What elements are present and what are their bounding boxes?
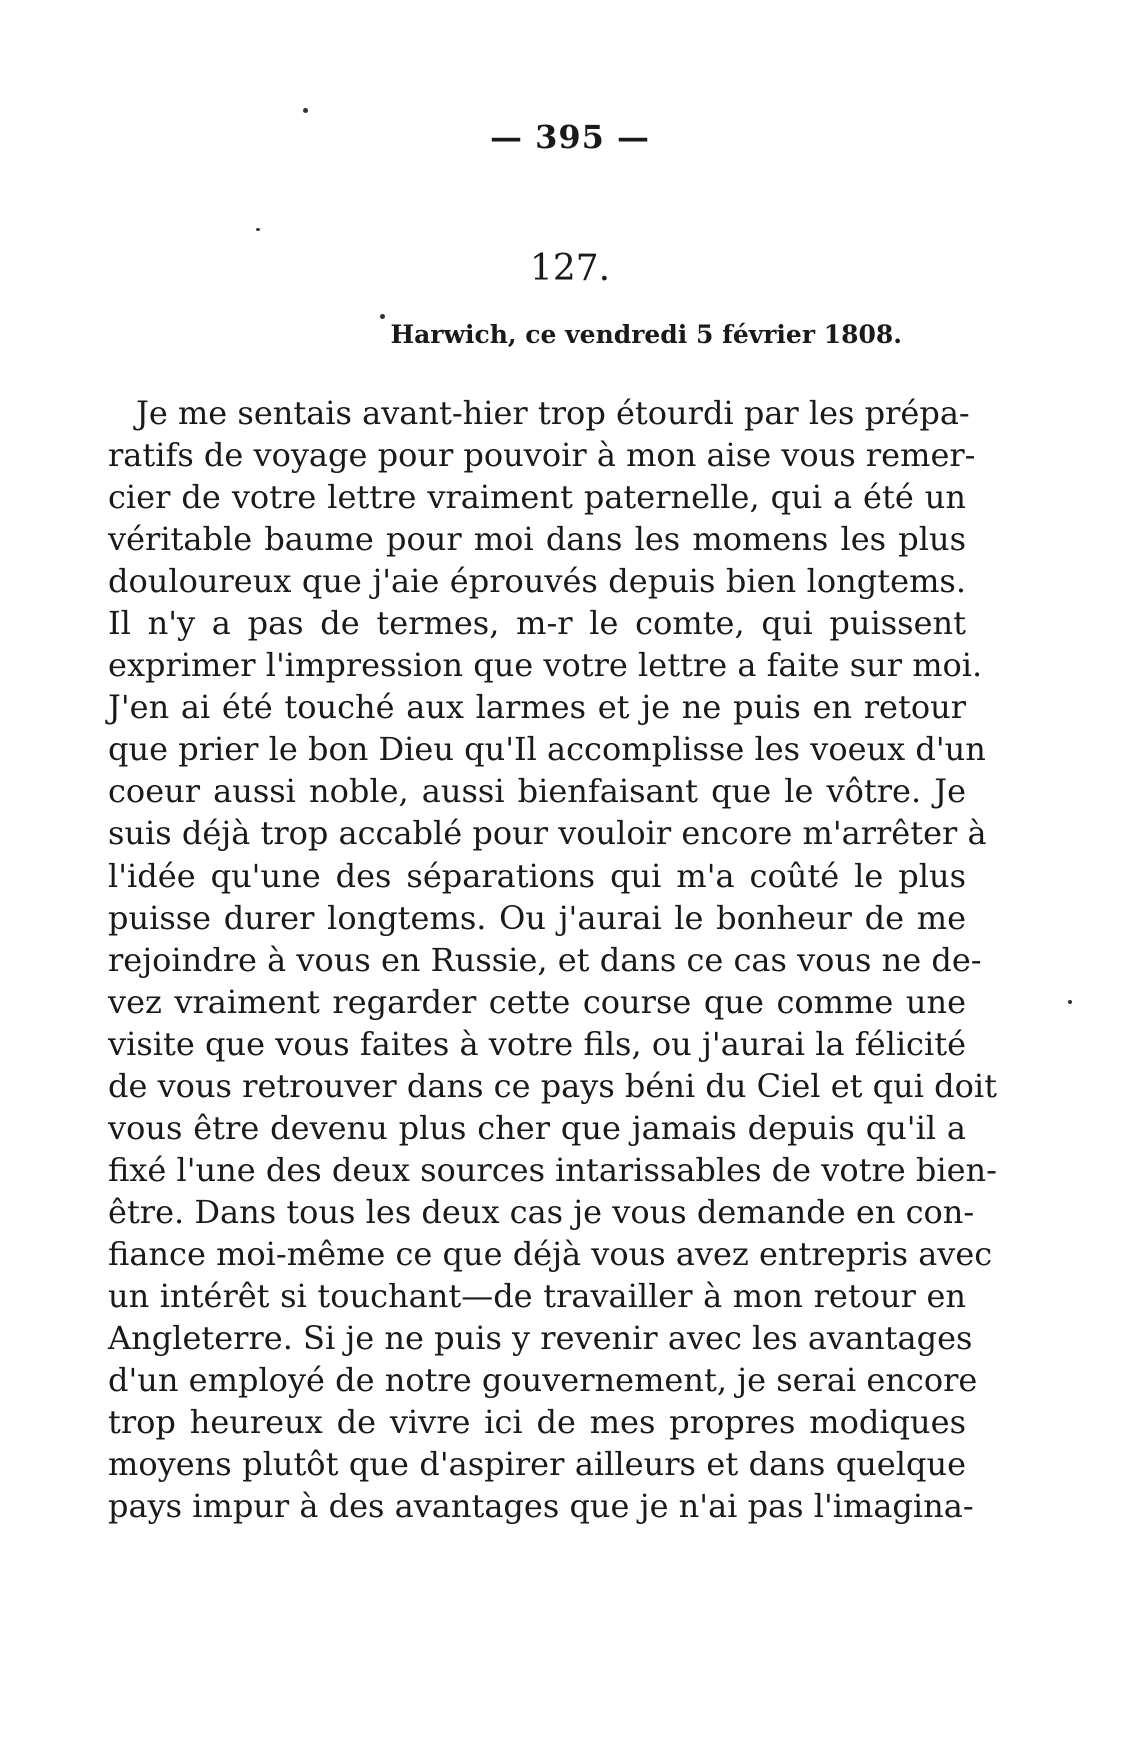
text-line: fiance moi-même ce que déjà vous avez entrepris avec (108, 1234, 993, 1273)
text-line: rejoindre à vous en Russie, et dans ce cas vous ne de- (108, 940, 982, 979)
scan-speck (303, 108, 308, 113)
letter-body (108, 392, 997, 1527)
page-number-header: — 395 — (489, 118, 651, 156)
text-line: que prier le bon Dieu qu'Il accomplisse les voeux d'un (108, 730, 986, 769)
text-line: pays impur à des avantages que je n'ai pas l'imagina- (108, 1487, 974, 1526)
text-line: trop heureux de vivre ici de mes propres modiques (108, 1403, 966, 1442)
text-line: vez vraiment regarder cette course que comme une (108, 982, 966, 1021)
text-line: visite que vous faites à votre fils, ou j'aurai la félicité (108, 1024, 966, 1063)
text-line: d'un employé de notre gouvernement, je serai encore (108, 1361, 978, 1400)
text-line: fixé l'une des deux sources intarissables de votre bien- (108, 1150, 997, 1189)
text-line: Je me sentais avant-hier trop étourdi par les prépa- (136, 394, 970, 432)
text-line: douloureux que j'aie éprouvés depuis bien longtems. (108, 562, 966, 601)
text-line: moyens plutôt que d'aspirer ailleurs et dans quelque (108, 1445, 966, 1484)
dateline: Harwich, ce vendredi 5 février 1808. (390, 320, 902, 349)
text-line: exprimer l'impression que votre lettre a faite sur moi. (108, 646, 983, 685)
text-line: J'en ai été touché aux larmes et je ne puis en retour (108, 688, 966, 727)
scan-speck (256, 228, 260, 231)
text-line: ratifs de voyage pour pouvoir à mon aise vous remer- (108, 436, 976, 475)
text-line: un intérêt si touchant—de travailler à mon retour en (108, 1276, 966, 1315)
text-line: suis déjà trop accablé pour vouloir encore m'arrêter à (108, 814, 987, 853)
letter-number: 127. (529, 248, 611, 289)
text-line: l'idée qu'une des séparations qui m'a coûté le plus (108, 856, 966, 895)
text-line: puisse durer longtems. Ou j'aurai le bonheur de me (108, 898, 966, 937)
scan-speck (1068, 1000, 1072, 1004)
scan-speck (380, 314, 385, 319)
text-line: Angleterre. Si je ne puis y revenir avec les avantages (108, 1319, 973, 1358)
text-line: vous être devenu plus cher que jamais depuis qu'il a (108, 1108, 966, 1147)
text-line: véritable baume pour moi dans les momens les plus (108, 520, 966, 559)
text-line: Il n'y a pas de termes, m-r le comte, qui puissent (108, 604, 966, 643)
text-line: être. Dans tous les deux cas je vous demande en con- (108, 1192, 975, 1231)
text-line: cier de votre lettre vraiment paternelle, qui a été un (108, 478, 966, 517)
text-line: coeur aussi noble, aussi bienfaisant que le vôtre. Je (108, 772, 966, 811)
text-line: de vous retrouver dans ce pays béni du Ciel et qui doit (108, 1066, 997, 1105)
